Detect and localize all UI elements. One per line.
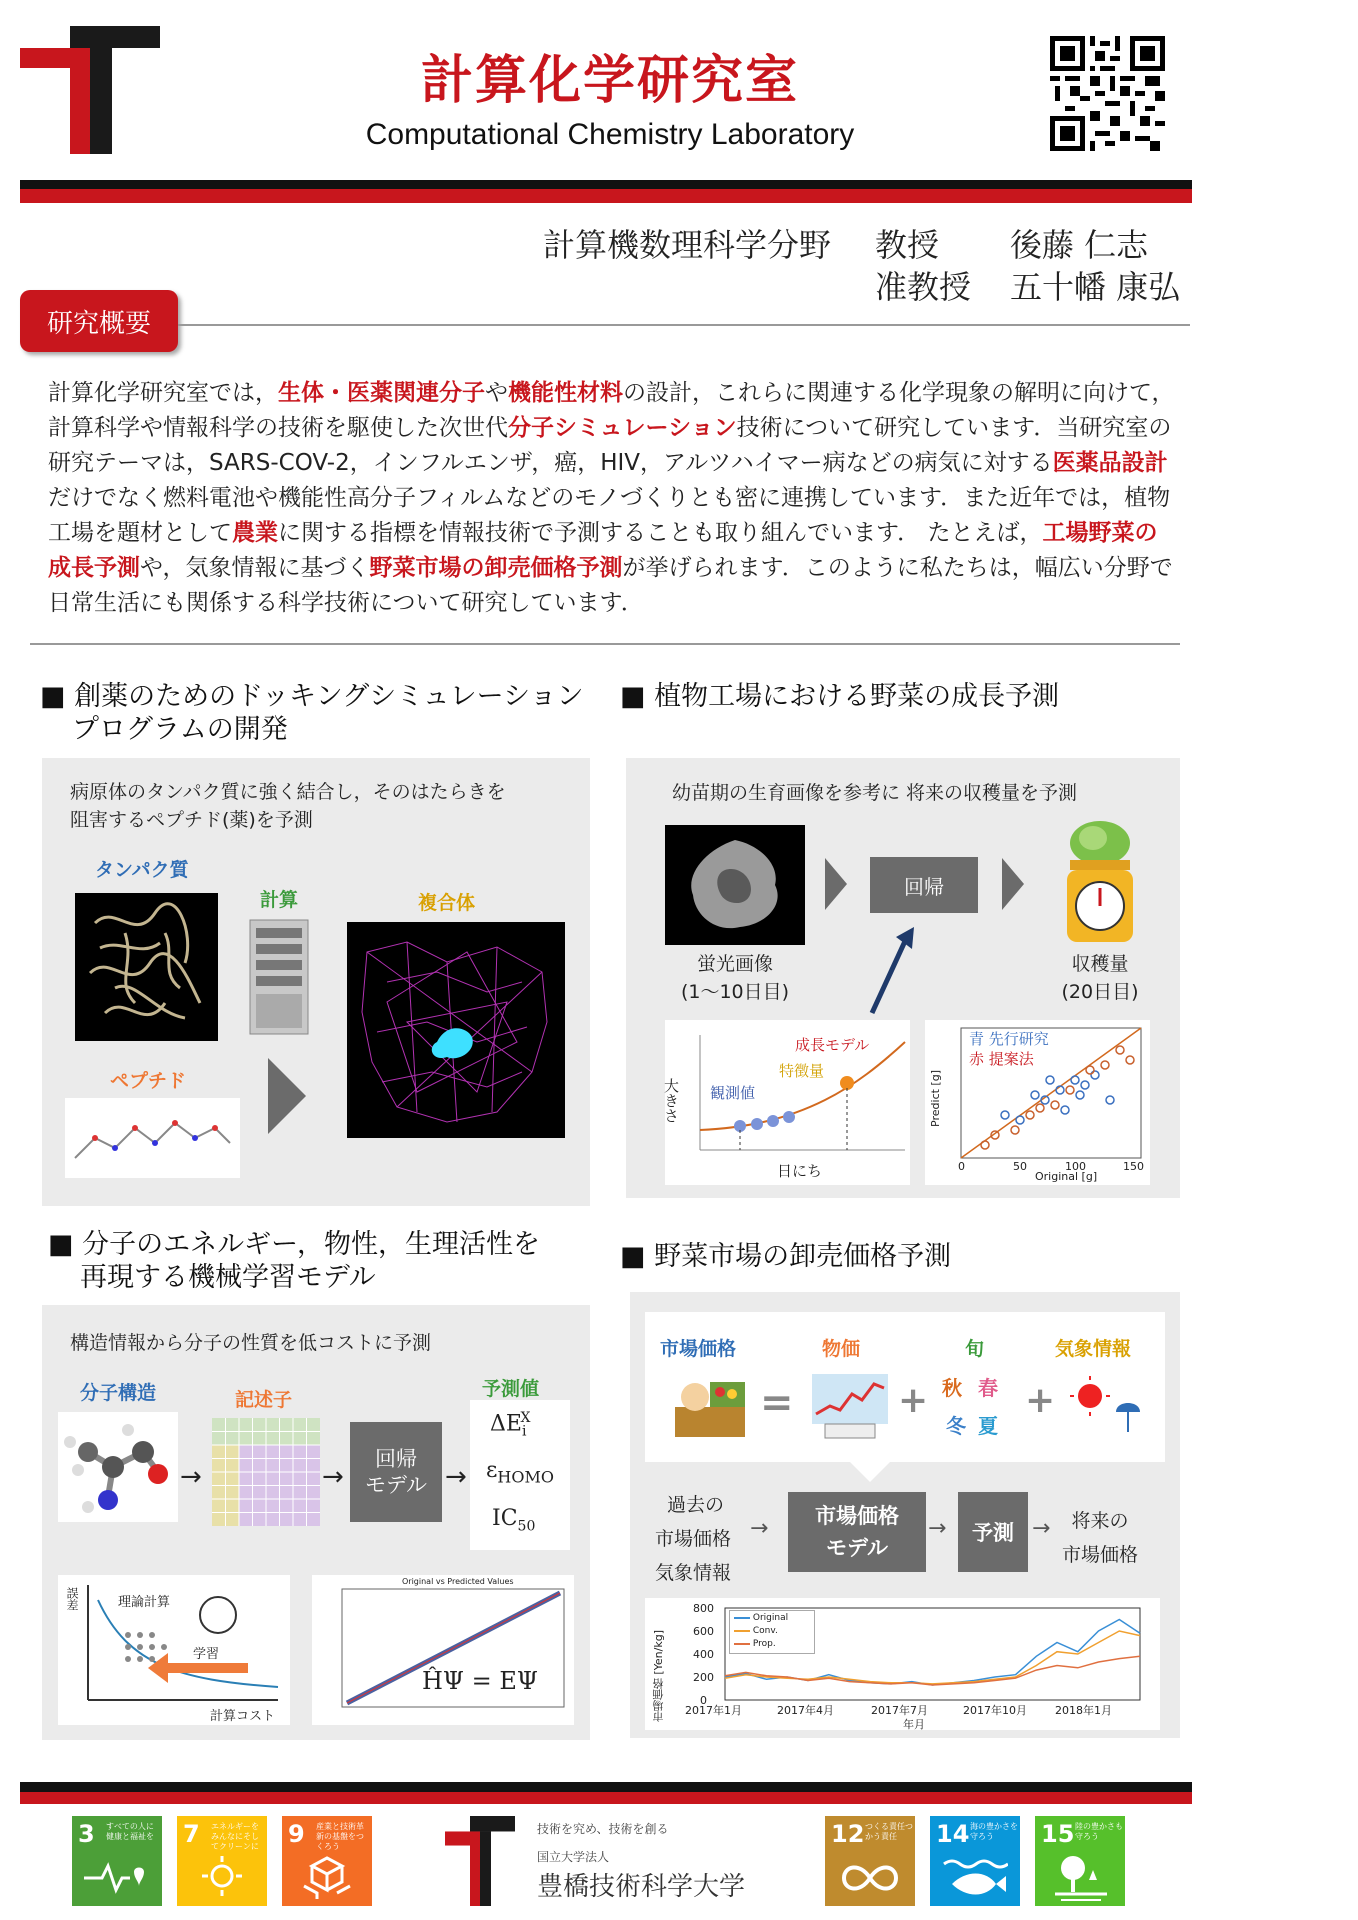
series-line-prop xyxy=(725,1656,1140,1685)
staff-name-professor: 後藤 仁志 xyxy=(1010,226,1149,264)
season-label: 旬 xyxy=(965,1338,985,1360)
page-title: 計算化学研究室 xyxy=(420,51,799,111)
fluorescence-image xyxy=(665,825,805,945)
growth-model-label: 成長モデル xyxy=(795,1036,870,1054)
equals-icon: = xyxy=(760,1380,794,1426)
university-subtitle: 国立大学法人 xyxy=(537,1850,610,1864)
callout-pointer xyxy=(848,1460,892,1482)
observed-label: 観測値 xyxy=(710,1084,756,1102)
weather-label: 気象情報 xyxy=(1055,1338,1132,1360)
weather-icon xyxy=(1068,1372,1148,1442)
protein-label: タンパク質 xyxy=(95,859,189,881)
market-ylabel: 市場価格 [Yen/kg] xyxy=(652,1630,665,1723)
market-input-label: 過去の 市場価格 気象情報 xyxy=(655,1494,732,1584)
complex-image xyxy=(347,922,565,1138)
summer-kanji: 夏 xyxy=(978,1414,998,1438)
plant-regress-box: 回帰 xyxy=(870,857,978,913)
descriptor-matrix xyxy=(212,1418,320,1526)
xtick-2018-01: 2018年1月 xyxy=(1055,1704,1112,1717)
staff-role-associate: 准教授 xyxy=(875,268,972,306)
homo-symbol: $\varepsilon_{HOMO}$ xyxy=(486,1458,554,1487)
market-model-box: 市場価格 モデル xyxy=(788,1492,926,1572)
yield-scatter-chart xyxy=(925,1020,1150,1185)
cpi-label: 物価 xyxy=(822,1338,861,1360)
complex-label: 複合体 xyxy=(418,892,476,914)
legend-original: Original xyxy=(734,1613,788,1623)
descriptor-label: 記述子 xyxy=(235,1389,293,1411)
xtick-2017-10: 2017年10月 xyxy=(963,1704,1027,1717)
ic50-symbol: $IC_{50}$ xyxy=(492,1506,536,1535)
ml-model-box: 回帰 モデル xyxy=(350,1422,442,1522)
sdg-9-icon: 9 産業と技術革新の基盤をつくろう xyxy=(282,1816,372,1906)
legend-blue: 青 先行研究 xyxy=(969,1030,1049,1048)
error-axis-label: 誤差 xyxy=(65,1587,79,1611)
cost-axis-label: 計算コスト xyxy=(210,1709,276,1724)
scatter-xlabel: Original [g] xyxy=(1035,1170,1098,1183)
spring-kanji: 春 xyxy=(978,1376,998,1400)
parity-plot-title: Original vs Predicted Values xyxy=(402,1577,514,1586)
scatter-ylabel: Predict [g] xyxy=(929,1070,942,1127)
tut-logo xyxy=(20,26,160,154)
legend-red: 赤 提案法 xyxy=(969,1050,1034,1068)
header-rule-black xyxy=(20,180,1192,189)
legend-conv: Conv. xyxy=(734,1626,778,1636)
plant-desc: 幼苗期の生育画像を参考に 将来の収穫量を予測 xyxy=(672,782,1078,804)
docking-heading: ■ 創薬のためのドッキングシミュレーション プログラムの開発 xyxy=(40,681,584,745)
sdg-12-icon: 12 つくる責任つかう責任 xyxy=(825,1816,915,1906)
feature-label: 特徴量 xyxy=(779,1062,825,1080)
xtick-2017-01: 2017年1月 xyxy=(685,1704,742,1717)
season-grid xyxy=(942,1372,1014,1444)
sdg-15-icon: 15 陸の豊かさも守ろう xyxy=(1035,1816,1125,1906)
market-output-label: 将来の 市場価格 xyxy=(1062,1510,1139,1566)
plant-heading: ■ 植物工場における野菜の成長予測 xyxy=(620,681,1060,712)
market-legend xyxy=(729,1610,815,1654)
protein-image xyxy=(75,893,218,1041)
calc-label: 計算 xyxy=(260,889,299,911)
university-tagline: 技術を究め、技術を創る xyxy=(537,1822,669,1836)
overview-badge: 研究概要 xyxy=(20,290,178,352)
ml-arrow-3: → xyxy=(445,1462,467,1492)
docking-desc: 病原体のタンパク質に強く結合し，そのはたらきを 阻害するペプチド(薬)を予測 xyxy=(70,781,506,831)
cost-error-chart xyxy=(58,1575,290,1725)
staff-role-professor: 教授 xyxy=(875,226,940,264)
predicted-label: 予測値 xyxy=(482,1378,540,1400)
sdg-14-icon: 14 海の豊かさを守ろう xyxy=(930,1816,1020,1906)
ml-arrow-2: → xyxy=(322,1462,344,1492)
molecule-image xyxy=(58,1412,178,1522)
market-arrow-2: → xyxy=(928,1516,947,1541)
ml-heading: ■ 分子のエネルギー，物性，生理活性を 再現する機械学習モデル xyxy=(48,1229,541,1293)
scatter-xtick-50: 50 xyxy=(1013,1160,1027,1173)
docking-arrow xyxy=(268,1058,306,1134)
autumn-kanji: 秋 xyxy=(942,1376,962,1400)
size-axis-label: 大きさ xyxy=(662,1078,680,1123)
scatter-xtick-0: 0 xyxy=(958,1160,965,1173)
market-heading: ■ 野菜市場の卸売価格予測 xyxy=(620,1241,952,1272)
growth-model-chart xyxy=(662,1020,910,1185)
ytick-0: 0 xyxy=(700,1694,707,1707)
scale-icon xyxy=(1055,818,1145,950)
xtick-2017-04: 2017年4月 xyxy=(777,1704,834,1717)
plant-arrow-2 xyxy=(1002,858,1024,910)
winter-kanji: 冬 xyxy=(946,1414,966,1438)
market-price-label: 市場価格 xyxy=(660,1338,737,1360)
peptide-image xyxy=(65,1098,240,1178)
university-logo xyxy=(445,1816,515,1906)
yield-label: 収穫量 (20日目) xyxy=(1061,953,1139,1003)
legend-prop: Prop. xyxy=(734,1639,776,1649)
sdg-3-icon: 3 すべての人に健康と福祉を xyxy=(72,1816,162,1906)
structure-label: 分子構造 xyxy=(80,1382,157,1404)
schrodinger-equation: ĤΨ = EΨ xyxy=(422,1667,538,1695)
ytick-400: 400 xyxy=(693,1648,714,1661)
market-arrow-1: → xyxy=(750,1516,769,1541)
xtick-2017-07: 2017年7月 xyxy=(871,1704,928,1717)
footer-rule-red xyxy=(20,1792,1192,1804)
overview-rule xyxy=(178,324,1190,326)
ytick-800: 800 xyxy=(693,1602,714,1615)
page-subtitle: Computational Chemistry Laboratory xyxy=(365,118,855,151)
header-rule-red xyxy=(20,189,1192,203)
parity-plot xyxy=(312,1575,574,1725)
scatter-xtick-100: 100 xyxy=(1065,1160,1086,1173)
university-name[interactable]: 豊橋技術科学大学 xyxy=(537,1872,746,1902)
market-arrow-3: → xyxy=(1032,1516,1051,1541)
staff-name-associate: 五十幡 康弘 xyxy=(1010,268,1181,306)
market-predict-box: 予測 xyxy=(958,1492,1028,1572)
learning-label: 学習 xyxy=(193,1647,220,1662)
staff-field: 計算機数理科学分野 xyxy=(543,226,832,264)
price-chart-icon xyxy=(810,1372,890,1442)
qr-code[interactable] xyxy=(1050,36,1165,151)
sdg-7-icon: 7 エネルギーをみんなにそしてクリーンに xyxy=(177,1816,267,1906)
ytick-200: 200 xyxy=(693,1671,714,1684)
footer-rule-black xyxy=(20,1782,1192,1792)
market-xlabel: 年月 xyxy=(903,1718,925,1731)
plus-icon-1: + xyxy=(898,1380,929,1421)
predicted-values-box xyxy=(470,1400,570,1550)
market-vendor-icon xyxy=(670,1372,750,1442)
overview-text: 計算化学研究室では，生体・医薬関連分子や機能性材料の設計，これらに関連する化学現象の解明に向けて，計算科学や情報科学の技術を駆使した次世代分子シミュレーション技術について研究しています．当研究室の研究テーマは，SARS-COV-2，インフルエンザ，癌，HIV，アルツハイマー病などの病気に対する医薬品設計だけでなく燃料電池や機能性高分子フィルムなどのモノづくりとも密に連携しています．また近年では，植物工場を題材として農業に関する指標を情報技術で予測することも取り組んでいます． たとえば，工場野菜の成長予測や，気象情報に基づく野菜市場の卸売価格予測が挙げられます．このように私たちは，幅広い分野で日常生活にも関係する科学技術について研究しています． xyxy=(48,380,1175,616)
plus-icon-2: + xyxy=(1025,1380,1056,1421)
market-price-chart xyxy=(645,1598,1160,1730)
theory-label: 理論計算 xyxy=(118,1595,171,1610)
up-arrow xyxy=(862,925,922,1017)
scatter-xtick-150: 150 xyxy=(1123,1160,1144,1173)
ytick-600: 600 xyxy=(693,1625,714,1638)
ml-arrow-1: → xyxy=(180,1462,202,1492)
peptide-label: ペプチド xyxy=(110,1070,187,1092)
plant-arrow-1 xyxy=(825,858,847,910)
ml-desc: 構造情報から分子の性質を低コストに予測 xyxy=(70,1332,432,1354)
server-icon xyxy=(248,918,310,1036)
delta-e-symbol: $\Delta E_i^X$ xyxy=(490,1410,531,1440)
overview-bottom-rule xyxy=(30,643,1180,645)
days-axis-label: 日にち xyxy=(777,1162,823,1180)
fluorescence-label: 蛍光画像 (1〜10日目) xyxy=(680,953,790,1003)
